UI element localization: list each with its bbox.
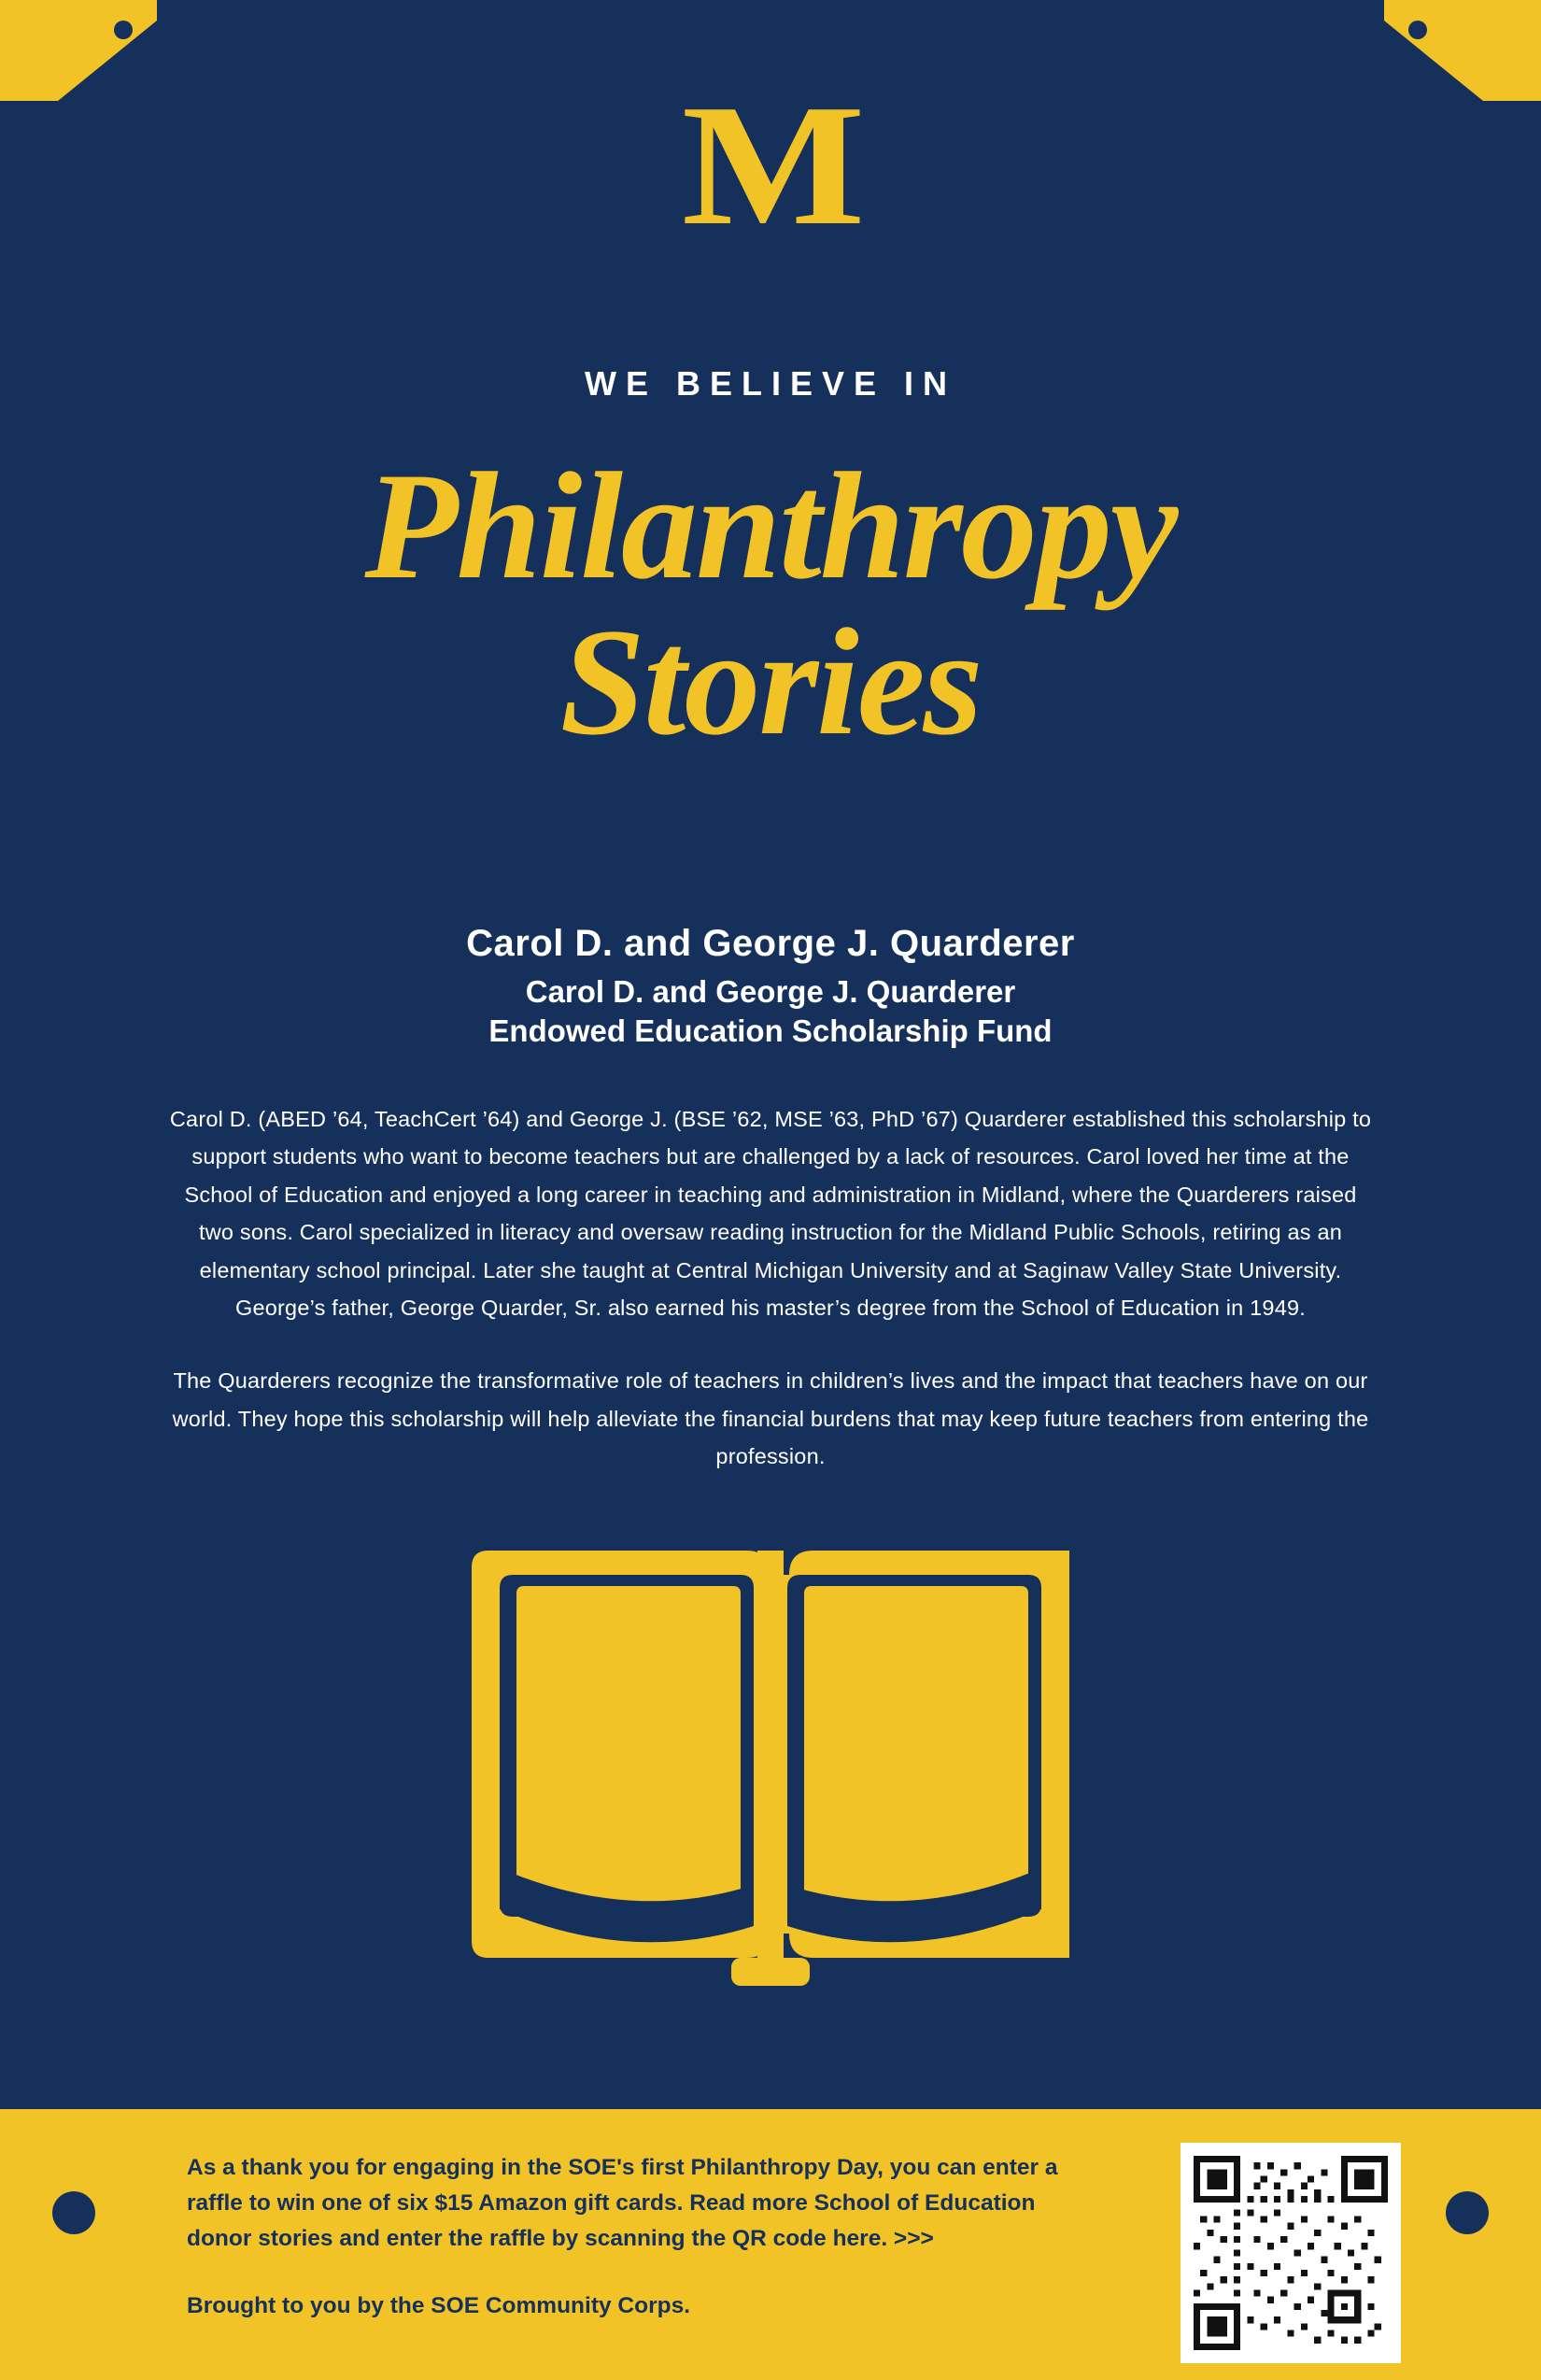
footer-copy <box>187 2150 1065 2324</box>
open-book-icon <box>472 1523 1069 2013</box>
university-logo <box>0 69 1541 262</box>
footer-dot-left <box>52 2191 95 2234</box>
fund-subtitle-line-2: Endowed Education Scholarship Fund <box>488 1013 1053 1049</box>
qr-code[interactable] <box>1180 2143 1401 2363</box>
corner-dot-left <box>114 21 133 39</box>
footer-dot-right <box>1446 2191 1489 2234</box>
eyebrow-text: WE BELIEVE IN <box>584 364 957 403</box>
story-paragraph-1: Carol D. (ABED ’64, TeachCert ’64) and George J. (BSE ’62, MSE ’63, PhD ’67) Quarderer established this scholarship to support students who want to become teachers but are challenged by a lack of resources. Carol loved her time at the School of Education and enjoyed a long career in teaching and administration in Midland, where the Quarderers raised two sons. Carol specialized in literacy and oversaw reading instruction for the Midland Public Schools, retiring as an elementary school principal. Later she taught at Central Michigan University and at Saginaw Valley State University. George’s father, George Quarder, Sr. also earned his master’s degree from the School of Education in 1949. <box>169 1107 1372 1321</box>
raffle-text: As a thank you for engaging in the SOE's first Philanthropy Day, you can enter a raffle to win one of six $15 Amazon gift cards. Read more School of Education donor stories and enter the raffle by scanning the QR code here. >>> <box>187 2155 1058 2251</box>
story-body <box>166 1100 1375 1476</box>
block-m-icon: M <box>682 69 859 262</box>
corner-accent-top-left <box>0 0 157 101</box>
story-paragraph-2: The Quarderers recognize the transformative role of teachers in children’s lives and the impact that teachers have on our world. They hope this scholarship will help alleviate the financial burdens that may keep future teachers from entering the profession. <box>172 1368 1369 1469</box>
title-line-1: Philanthropy <box>364 442 1177 611</box>
corner-accent-top-right <box>1384 0 1541 101</box>
corner-dot-right <box>1408 21 1427 39</box>
fund-heading-block <box>0 923 1541 1051</box>
fund-subtitle-line-1: Carol D. and George J. Quarderer <box>525 974 1016 1009</box>
page-title <box>0 442 1541 768</box>
title-line-2: Stories <box>559 598 982 768</box>
credit-text: Brought to you by the SOE Community Corps. <box>187 2292 690 2318</box>
donor-name: Carol D. and George J. Quarderer <box>466 923 1075 964</box>
footer-bar <box>0 2109 1541 2380</box>
